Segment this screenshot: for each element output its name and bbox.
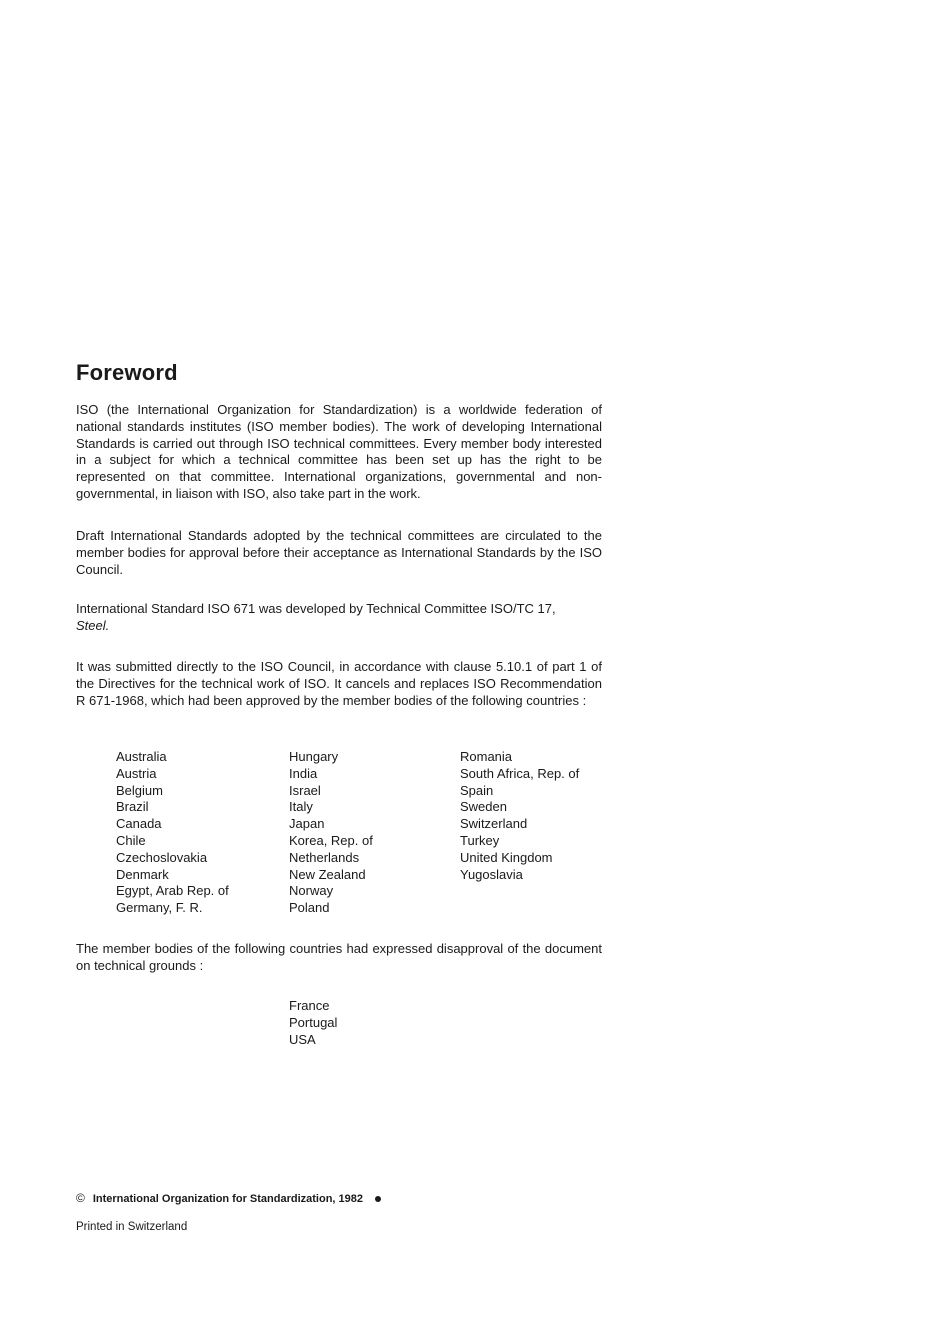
country-item: Yugoslavia — [460, 866, 523, 882]
country-item: United Kingdom — [460, 849, 553, 865]
country-item: Italy — [289, 799, 313, 815]
country-item: Israel — [289, 782, 321, 798]
approving-countries-column-3 — [460, 749, 579, 883]
copyright-text: International Organization for Standardization, 1982 — [92, 1193, 363, 1205]
copyright-line — [76, 1191, 381, 1205]
printed-in: Printed in Switzerland — [76, 1221, 188, 1233]
paragraph-disapproval: The member bodies of the following countries had expressed disapproval of the document on technical grounds : — [76, 941, 602, 973]
country-item: Korea, Rep. of — [289, 832, 373, 848]
country-item: Switzerland — [460, 816, 528, 832]
country-item: Hungary — [289, 749, 339, 764]
page-title: Foreword — [76, 360, 178, 385]
country-item: Norway — [289, 883, 334, 899]
copyright-symbol: © — [76, 1191, 85, 1205]
country-item: USA — [289, 1031, 316, 1047]
country-item: Brazil — [116, 799, 149, 815]
country-item: Spain — [460, 782, 494, 798]
disapproving-countries-list — [289, 998, 337, 1048]
country-item: Germany, F. R. — [116, 900, 203, 916]
paragraph-iso-intro: ISO (the International Organization for Standardization) is a worldwide federation of national standards institutes (ISO member bodies). The work of developing International Standards is carried out through ISO technical committees. Every member body interested in a subject for which a technical committee has been set up has the right to be represented on that committee. International organizations, governmental and non-governmental, in liaison with ISO, also take part in the work. — [76, 402, 602, 501]
country-item: Denmark — [116, 866, 169, 882]
bullet-icon — [375, 1196, 381, 1202]
country-item: India — [289, 765, 318, 781]
country-item: Australia — [116, 749, 167, 764]
country-item: Chile — [116, 832, 146, 848]
country-item: Poland — [289, 900, 330, 916]
approving-countries-column-1 — [116, 749, 229, 917]
paragraph-submitted: It was submitted directly to the ISO Council, in accordance with clause 5.10.1 of part 1 of the Directives for the technical work of ISO. It cancels and replaces ISO Recommendation R 671-1968, which had been approved by the member bodies of the following countries : — [76, 659, 602, 708]
country-item: South Africa, Rep. of — [460, 765, 580, 781]
country-item: Sweden — [460, 799, 507, 815]
country-item: Czechoslovakia — [116, 849, 208, 865]
country-item: Netherlands — [289, 849, 360, 865]
developed-by-text: International Standard ISO 671 was developed by Technical Committee ISO/TC 17, — [76, 601, 556, 616]
country-item: Turkey — [460, 832, 500, 848]
country-item: New Zealand — [289, 866, 366, 882]
paragraph-draft-standards: Draft International Standards adopted by the technical committees are circulated to the member bodies for approval before their acceptance as International Standards by the ISO Council. — [76, 528, 602, 577]
country-item: Belgium — [116, 782, 163, 798]
approving-countries-column-2 — [289, 749, 373, 917]
paragraph-developed-by — [76, 601, 602, 635]
country-item: France — [289, 998, 330, 1013]
country-item: Japan — [289, 816, 325, 832]
country-item: Austria — [116, 765, 157, 781]
country-item: Canada — [116, 816, 162, 832]
country-item: Portugal — [289, 1014, 338, 1030]
country-item: Romania — [460, 749, 513, 764]
committee-name: Steel. — [76, 617, 110, 633]
country-item: Egypt, Arab Rep. of — [116, 883, 229, 899]
